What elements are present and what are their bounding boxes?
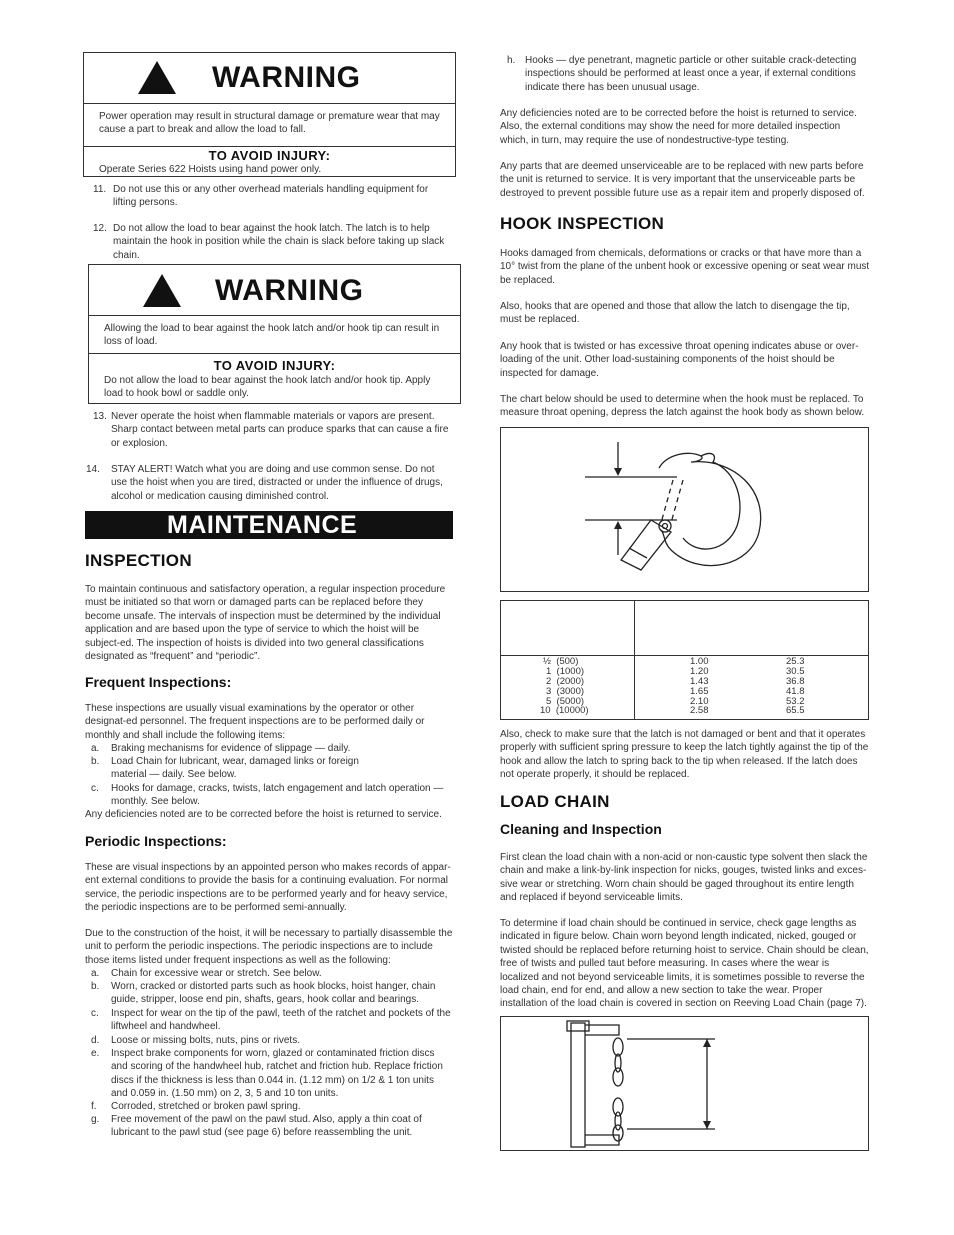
inspection-heading: INSPECTION	[85, 551, 192, 570]
warning-header	[89, 265, 460, 316]
capacity-cell: 5 (5000)	[546, 696, 585, 707]
list-item: 13. Never operate the hoist when flammable materials or vapors are present. Sharp contact between metal parts can produce sparks that can cause a fire or explosion.	[93, 411, 449, 449]
list-item: b. Worn, cracked or distorted parts such as hook blocks, hoist hanger, chain guide, stripper, loose end pin, shafts, gears, hook collar and bearings.	[91, 981, 436, 1006]
chain-gage-illustration	[501, 1017, 868, 1150]
periodic-inspections-heading: Periodic Inspections:	[85, 833, 227, 849]
periodic-inspections-intro: These are visual inspections by an appointed person who makes records of appar-ent external conditions to provide the basis for a continuing evaluation. For normal service, the periodic inspections are to be performed yearly and for heavy service, the periodic inspections are to be performed semi-annually.	[85, 862, 451, 914]
capacity-cell: 2 (2000)	[546, 676, 585, 687]
avoid-injury-body: Do not allow the load to bear against the hook latch and/or hook tip. Apply load to hook bowl or saddle only.	[104, 375, 431, 400]
list-item: d. Loose or missing bolts, nuts, pins or rivets.	[91, 1035, 300, 1046]
warning-title: WARNING	[215, 274, 364, 307]
load-chain-heading: LOAD CHAIN	[500, 792, 610, 811]
periodic-inspections-note: Any deficiencies noted are to be corrected before the hoist is returned to service. Also, the external conditions may show the need for more detailed inspection which, in turn, may require the use of nondestructive-type testing.	[500, 108, 857, 146]
mm-cell: 41.8	[786, 686, 805, 697]
list-item: a. Chain for excessive wear or stretch. See below.	[91, 968, 322, 979]
mm-cell: 30.5	[786, 666, 805, 677]
capacity-cell: 10 (10000)	[540, 705, 589, 716]
periodic-inspections-intro-2: Due to the construction of the hoist, it will be necessary to partially disassemble the unit to perform the periodic inspections. The periodic inspections are to include those items listed under frequent inspections as well as the following:	[85, 928, 453, 966]
hook-inspection-paragraph: Any hook that is twisted or has excessive throat opening indicates abuse or over-loading of the unit. Other load-sustaining components of the hoist should be inspected for damage.	[500, 341, 859, 379]
hook-throat-figure	[500, 427, 869, 592]
avoid-injury-body: Operate Series 622 Hoists using hand power only.	[99, 164, 322, 175]
chain-gage-figure	[500, 1016, 869, 1151]
inch-cell: 1.43	[690, 676, 709, 687]
maintenance-section-title: MAINTENANCE	[85, 511, 453, 539]
mm-cell: 36.8	[786, 676, 805, 687]
list-item: c. Inspect for wear on the tip of the pawl, teeth of the ratchet and pockets of the liftwheel and handwheel.	[91, 1008, 451, 1033]
warning-divider	[84, 146, 455, 147]
hook-inspection-heading: HOOK INSPECTION	[500, 214, 665, 233]
warning-title: WARNING	[212, 61, 361, 94]
unserviceable-parts-note: Any parts that are deemed unserviceable are to be replaced with new parts before the unit is returned to service. It is very important that the unserviceable parts be destroyed to prevent possible future use as a repair item and properly disposed of.	[500, 161, 865, 199]
list-item: h. Hooks — dye penetrant, magnetic particle or other suitable crack-detecting inspections should be performed at least once a year, if external conditions indicate there has been unusual usage.	[507, 55, 857, 93]
list-item: 12. Do not allow the load to bear against the hook latch. The latch is to help maintain the hook in position while the chain is slack before taking up slack chain.	[93, 223, 445, 261]
inch-cell: 1.00	[690, 656, 709, 667]
hook-inspection-paragraph: Also, hooks that are opened and those that allow the latch to disengage the tip, must be replaced.	[500, 301, 850, 326]
list-item: g. Free movement of the pawl on the pawl stud. Also, apply a thin coat of lubricant to the pawl stud (see page 6) before reassembling the unit.	[91, 1114, 422, 1139]
frequent-inspections-heading: Frequent Inspections:	[85, 674, 232, 690]
warning-triangle-icon	[143, 274, 181, 307]
warning-body: Power operation may result in structural damage or premature wear that may cause a part to break and allow the load to fall.	[99, 111, 440, 136]
capacity-cell: 3 (3000)	[546, 686, 585, 697]
table-column-divider	[634, 601, 635, 719]
list-item: c. Hooks for damage, cracks, twists, latch engagement and latch operation — monthly. See below.	[91, 783, 444, 808]
mm-cell: 65.5	[786, 705, 805, 716]
warning-box-power-operation	[83, 52, 456, 177]
capacity-cell: ½ (500)	[543, 656, 579, 667]
warning-box-hook-latch	[88, 264, 461, 404]
load-chain-paragraph: First clean the load chain with a non-acid or non-caustic type solvent then slack the chain and make a link-by-link inspection for nicks, gouges, twisted links and exces-sive wear or stretching. Worn chain should be gaged throughout its entire length and replaced if beyond serviceable limits.	[500, 852, 868, 904]
list-item: 14. STAY ALERT! Watch what you are doing and use common sense. Do not use the hoist when you are tired, distracted or under the influence of drugs, alcohol or medication causing diminished control.	[86, 464, 443, 502]
load-chain-paragraph: To determine if load chain should be continued in service, check gage lengths as indicated in figure below. Chain worn beyond length indicated, nicked, gouged or twisted should be replaced before returning hoist to service. Chain should be clean, free of twists and pulled taut before measuring. In cases where the wear is localized and not beyond serviceable limits, it is sometimes possible to reverse the load chain, end for end, and allow a new section to take the wear. Proper installation of the load chain is covered in section on Reeving Load Chain (page 7).	[500, 918, 869, 1010]
list-item: e. Inspect brake components for worn, glazed or contaminated friction discs and scoring of the handwheel hub, ratchet and friction hub. Replace friction discs if the thickness is less than 0.044 in. (1.12 mm) on 1/2 & 1 ton units and 0.059 in. (1.50 mm) on 2, 3, 5 and 10 ton units.	[91, 1048, 443, 1100]
hook-latch-paragraph: Also, check to make sure that the latch is not damaged or bent and that it operates properly with sufficient spring pressure to keep the latch tightly against the tip of the hook and allow the latch to spring back to the tip when released. If the latch does not operate properly, it should be replaced.	[500, 729, 869, 781]
warning-header	[84, 53, 455, 104]
list-item: a. Braking mechanisms for evidence of slippage — daily.	[91, 743, 351, 754]
inch-cell: 2.58	[690, 705, 709, 716]
mm-cell: 53.2	[786, 696, 805, 707]
list-item: f. Corroded, stretched or broken pawl spring.	[91, 1101, 301, 1112]
hook-inspection-paragraph: The chart below should be used to determine when the hook must be replaced. To measure throat opening, depress the latch against the hook body as shown below.	[500, 394, 865, 419]
cleaning-inspection-heading: Cleaning and Inspection	[500, 821, 662, 837]
inspection-intro: To maintain continuous and satisfactory operation, a regular inspection procedure must be initiated so that worn or damaged parts can be replaced before they become unsafe. The intervals of inspection must be determined by the individual application and are based upon the type of service to which the hoist will be subject-ed. The inspection of hoists is divided into two general classifications designated as “frequent” and “periodic”.	[85, 584, 446, 663]
hook-illustration	[501, 428, 868, 591]
frequent-inspections-note: Any deficiencies noted are to be corrected before the hoist is returned to service.	[85, 809, 442, 820]
capacity-cell: 1 (1000)	[546, 666, 585, 677]
mm-cell: 25.3	[786, 656, 805, 667]
inch-cell: 1.65	[690, 686, 709, 697]
inch-cell: 2.10	[690, 696, 709, 707]
frequent-inspections-intro: These inspections are usually visual examinations by the operator or other designat-ed personnel. The frequent inspections are to be performed daily or monthly and shall include the following items:	[85, 703, 425, 741]
warning-body: Allowing the load to bear against the hook latch and/or hook tip can result in loss of load.	[104, 323, 440, 348]
avoid-injury-heading: TO AVOID INJURY:	[208, 148, 331, 163]
warning-divider	[89, 353, 460, 354]
list-item: b. Load Chain for lubricant, wear, damaged links or foreign material — daily. See below.	[91, 756, 359, 781]
inch-cell: 1.20	[690, 666, 709, 677]
warning-triangle-icon	[138, 61, 176, 94]
avoid-injury-heading: TO AVOID INJURY:	[213, 358, 336, 373]
list-item: 11. Do not use this or any other overhead materials handling equipment for lifting persons.	[93, 184, 429, 209]
hook-inspection-paragraph: Hooks damaged from chemicals, deformations or cracks or that have more than a 10° twist from the plane of the unbent hook or excessive opening or seat wear must be replaced.	[500, 248, 870, 286]
